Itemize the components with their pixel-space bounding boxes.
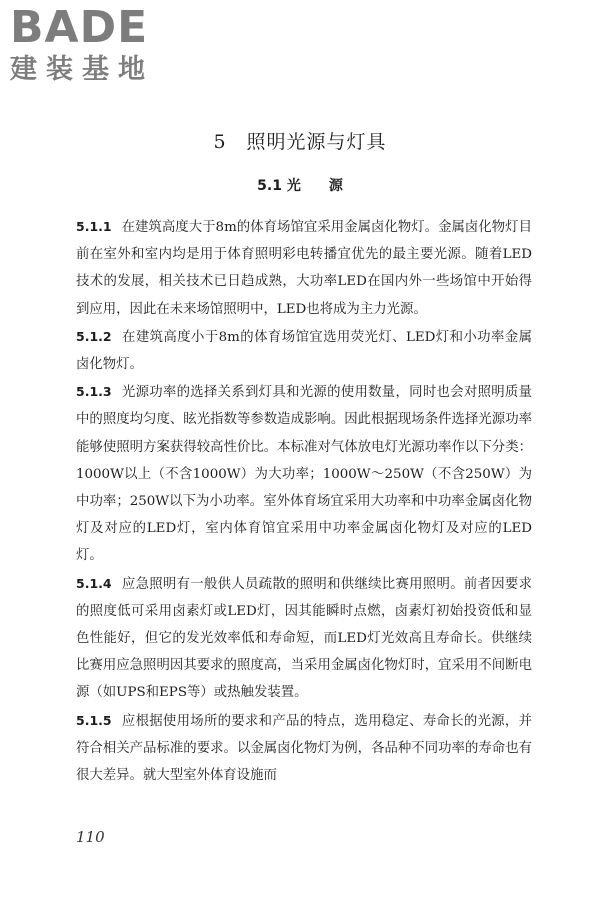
page-number: 110 — [76, 828, 105, 846]
clause-number: 5.1.4 — [76, 575, 112, 591]
clause-number: 5.1.3 — [76, 384, 112, 400]
clause-5-1-2 — [76, 323, 532, 378]
logo-wordmark: BADE — [10, 2, 149, 53]
clause-5-1-1 — [76, 213, 532, 323]
section-title: 5.1 光 源 — [257, 178, 343, 194]
clause-number: 5.1.2 — [76, 328, 112, 344]
clause-5-1-3 — [76, 378, 532, 569]
publisher-logo — [10, 4, 185, 86]
chapter-title: 5 照明光源与灯具 — [213, 131, 387, 153]
clause-number: 5.1.5 — [76, 712, 112, 728]
clause-number: 5.1.1 — [76, 219, 112, 234]
clause-text: 在建筑高度大于8m的体育场馆宜采用金属卤化物灯。金属卤化物灯目前在室外和室内均是用于体育照明彩电转播宜优先的最主要光源。随着LED技术的发展，相关技术已日趋成熟，大功率LED在国内外一些场馆中开始得到应用，因此在未来场馆照明中，LED也将成为主力光源。 — [76, 220, 532, 317]
clause-text: 应根据使用场所的要求和产品的特点，选用稳定、寿命长的光源，并符合相关产品标准的要求。以金属卤化物灯为例，各品种不同功率的寿命也有很大差异。就大型室外体育设施而 — [76, 713, 532, 784]
logo-subtitle: 建装基地 — [10, 54, 154, 85]
clause-5-1-4 — [76, 570, 532, 707]
clause-5-1-5 — [76, 707, 532, 790]
clause-text: 在建筑高度小于8m的体育场馆宜选用荧光灯、LED灯和小功率金属卤化物灯。 — [76, 329, 532, 373]
body-text — [76, 213, 532, 789]
clause-text: 应急照明有一般供人员疏散的照明和供继续比赛用照明。前者因要求的照度低可采用卤素灯或LED灯，因其能瞬时点燃，卤素灯初始投资低和显色性能好，但它的发光效率低和寿命短，而LED灯光效高且寿命长。供继续比赛用应急照明因其要求的照度高，当采用金属卤化物灯时，宜采用不间断电源（如UPS和EPS等）或热触发装置。 — [76, 576, 532, 701]
clause-text: 光源功率的选择关系到灯具和光源的使用数量，同时也会对照明质量中的照度均匀度、眩光指数等参数造成影响。因此根据现场条件选择光源功率能够使照明方案获得较高性价比。本标准对气体放电灯光源功率作以下分类：1000W以上（不含1000W）为大功率；1000W～250W（不含250W）为中功率；250W以下为小功率。室外体育场宜采用大功率和中功率金属卤化物灯及对应的LED灯，室内体育馆宜采用中功率金属卤化物灯及对应的LED灯。 — [76, 385, 532, 564]
